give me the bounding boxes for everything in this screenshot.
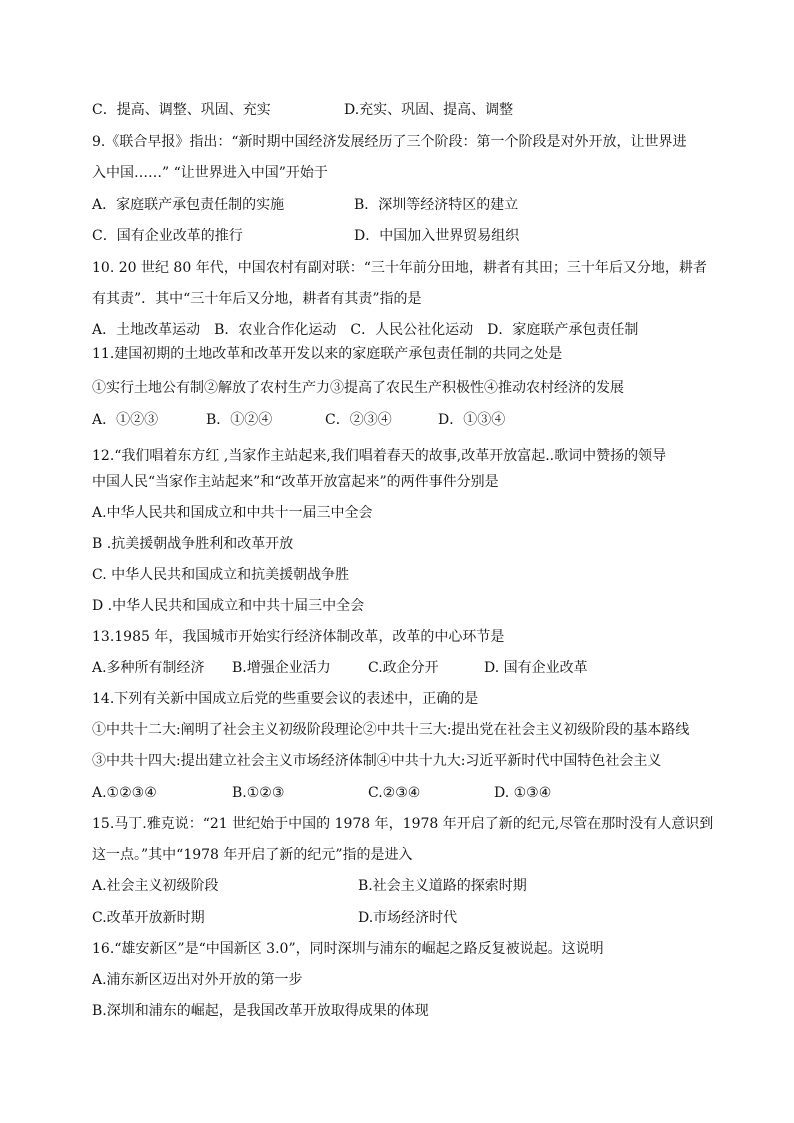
q15-option-c: C.改革开放新时期 [92, 910, 205, 926]
q15-stem-line1: 15.马丁.雅克说：“21 世纪始于中国的 1978 年，1978 年开启了新的纪元,尽管在那时没有人意识到 [92, 816, 714, 832]
q16-option-a: A.浦东新区迈出对外开放的第一步 [92, 972, 303, 988]
q15-option-a: A.社会主义初级阶段 [92, 878, 219, 894]
q11-option-c: C．②③④ [325, 412, 392, 428]
q8-option-d: D.充实、巩固、提高、调整 [344, 102, 514, 118]
q9-option-d: D．中国加入世界贸易组织 [354, 228, 520, 244]
q9-option-c: C．国有企业改革的推行 [92, 228, 243, 244]
q16-stem: 16.“雄安新区”是“中国新区 3.0”，同时深圳与浦东的崛起之路反复被说起。这说明 [92, 941, 604, 957]
q14-statements-line1: ①中共十二大:阐明了社会主义初级阶段理论②中共十三大:提出党在社会主义初级阶段的基本路线 [92, 722, 690, 738]
q11-option-a: A．①②③ [92, 412, 159, 428]
q15-option-d: D.市场经济时代 [358, 910, 458, 926]
q13-option-d: D. 国有企业改革 [484, 660, 588, 676]
q14-option-c: C.②③④ [368, 785, 421, 801]
q12-option-c: C. 中华人民共和国成立和抗美援朝战争胜 [92, 567, 350, 583]
q12-option-d: D .中华人民共和国成立和中共十届三中全会 [92, 598, 365, 614]
q14-option-b: B.①②③ [232, 785, 285, 801]
q9-option-a: A．家庭联产承包责任制的实施 [92, 197, 285, 213]
q11-option-b: B．①②④ [206, 412, 273, 428]
q10-options: A．土地改革运动 B．农业合作化运动 C．人民公社化运动 D．家庭联产承包责任制 [92, 322, 639, 338]
q12-option-b: B .抗美援朝战争胜利和改革开放 [92, 536, 294, 552]
q12-stem-line2: 中国人民“当家作主站起来”和“改革开放富起来”的两件事件分别是 [92, 474, 499, 490]
q9-stem-line2: 入中国……” “让世界进入中国”开始于 [92, 165, 328, 181]
q11-option-d: D．①③④ [438, 412, 506, 428]
q16-option-b: B.深圳和浦东的崛起，是我国改革开放取得成果的体现 [92, 1003, 429, 1019]
q9-stem-line1: 9.《联合早报》指出：“新时期中国经济发展经历了三个阶段：第一个阶段是对外开放，让世界进 [92, 134, 687, 150]
q12-option-a: A.中华人民共和国成立和中共十一届三中全会 [92, 505, 373, 521]
q8-option-c: C．提高、调整、巩固、充实 [92, 102, 271, 118]
q13-option-a: A.多种所有制经济 [92, 660, 205, 676]
q10-stem-line1: 10. 20 世纪 80 年代，中国农村有副对联：“三十年前分田地，耕者有其田；三十年后又分地，耕者 [92, 260, 707, 276]
q9-option-b: B．深圳等经济特区的建立 [354, 197, 519, 213]
q14-statements-line2: ③中共十四大:提出建立社会主义市场经济体制④中共十九大:习近平新时代中国特色社会主义 [92, 753, 662, 769]
q13-stem: 13.1985 年，我国城市开始实行经济体制改革，改革的中心环节是 [92, 629, 505, 645]
q12-stem-line1: 12.“我们唱着东方红 ,当家作主站起来,我们唱着春天的故事,改革开放富起..歌词中赞扬的领导 [92, 448, 667, 464]
q14-stem: 14.下列有关新中国成立后党的些重要会议的表述中，正确的是 [92, 691, 479, 707]
q11-stem-line1: 11.建国初期的土地改革和改革开发以来的家庭联产承包责任制的共同之处是 [92, 346, 563, 362]
q13-option-c: C.政企分开 [368, 660, 439, 676]
q14-option-d: D. ①③④ [494, 785, 552, 801]
q11-statements: ①实行土地公有制②解放了农村生产力③提高了农民生产积极性④推动农村经济的发展 [92, 380, 624, 396]
q15-stem-line2: 这一点。”其中“1978 年开启了新的纪元”指的是进入 [92, 847, 413, 863]
q14-option-a: A.①②③④ [92, 785, 157, 801]
q15-option-b: B.社会主义道路的探索时期 [358, 878, 527, 894]
q10-stem-line2: 有其责”．其中“三十年后又分地，耕者有其责”指的是 [92, 291, 422, 307]
q13-option-b: B.增强企业活力 [232, 660, 331, 676]
